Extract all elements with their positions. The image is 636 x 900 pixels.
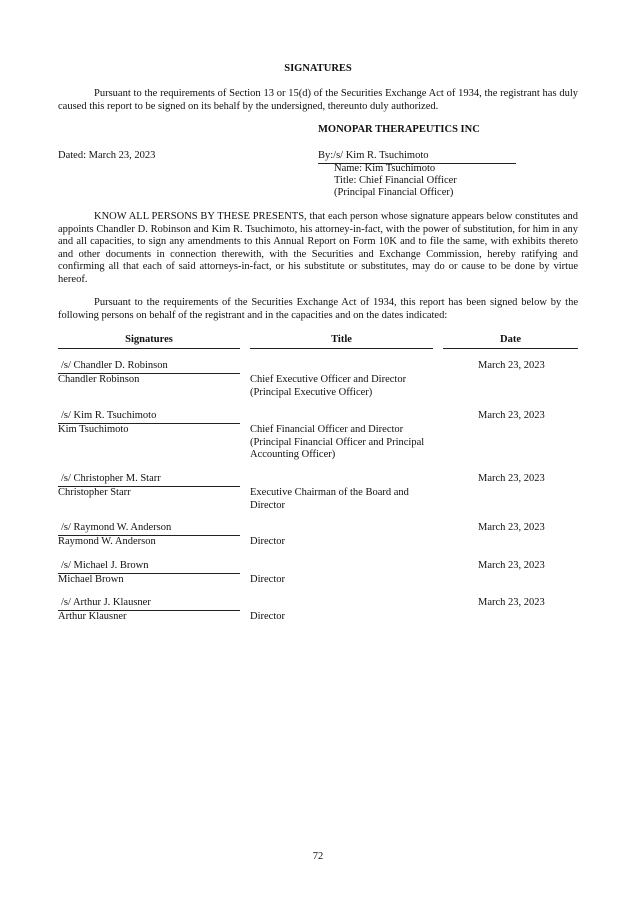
signature-date: March 23, 2023	[478, 560, 545, 571]
by-signature-line: By:/s/ Kim R. Tsuchimoto	[318, 150, 516, 164]
signature-date: March 23, 2023	[478, 473, 545, 484]
signer-capacity: Director	[250, 574, 285, 585]
signature-line: /s/ Chandler D. Robinson	[58, 360, 240, 374]
signatures-heading: SIGNATURES	[284, 63, 352, 74]
signature-line: /s/ Raymond W. Anderson	[58, 522, 240, 536]
dated-line: Dated: March 23, 2023	[58, 150, 156, 161]
signer-title: Title: Chief Financial Officer	[334, 175, 457, 186]
column-header-date: Date	[443, 334, 578, 349]
intro-paragraph: Pursuant to the requirements of Section 13 or 15(d) of the Securities Exchange Act of 1934, the registrant has duly caused this report to be signed on its behalf by the undersigned, thereunto duly authorized.	[58, 88, 578, 112]
signer-printed-name: Michael Brown	[58, 574, 124, 585]
column-header-signatures: Signatures	[58, 334, 240, 349]
signature-date: March 23, 2023	[478, 410, 545, 421]
signer-role: (Principal Financial Officer)	[334, 187, 454, 198]
signature-date: March 23, 2023	[478, 597, 545, 608]
column-header-title: Title	[250, 334, 433, 349]
signer-printed-name: Kim Tsuchimoto	[58, 424, 129, 435]
signature-line: /s/ Kim R. Tsuchimoto	[58, 410, 240, 424]
signer-capacity: Director	[250, 536, 285, 547]
pursuant-paragraph: Pursuant to the requirements of the Securities Exchange Act of 1934, this report has been signed below by the following persons on behalf of the registrant and in the capacities and on the dates indicated:	[58, 297, 578, 321]
signature-date: March 23, 2023	[478, 360, 545, 371]
signer-capacity: Chief Financial Officer and Director (Principal Financial Officer and Principal Accounting Officer)	[250, 424, 425, 460]
power-of-attorney-paragraph: KNOW ALL PERSONS BY THESE PRESENTS, that each person whose signature appears below constitutes and appoints Chandler D. Robinson and Kim R. Tsuchimoto, his attorney-in-fact, with the power of substitution, for him in any and all capacities, to sign any amendments to this Annual Report on Form 10K and to file the same, with exhibits thereto and other documents in connection therewith, with the Securities and Exchange Commission, hereby ratifying and confirming all that each of said attorneys-in-fact, or his substitute or substitutes, may do or cause to be done by virtue hereof.	[58, 211, 578, 285]
signer-name: Name: Kim Tsuchimoto	[334, 163, 436, 174]
signer-printed-name: Raymond W. Anderson	[58, 536, 156, 547]
signer-printed-name: Christopher Starr	[58, 487, 131, 498]
signer-capacity: Chief Executive Officer and Director (Principal Executive Officer)	[250, 374, 407, 398]
signer-capacity: Director	[250, 611, 285, 622]
signer-capacity: Executive Chairman of the Board and Director	[250, 487, 409, 511]
page-number: 72	[312, 851, 324, 862]
company-name: MONOPAR THERAPEUTICS INC	[318, 124, 480, 135]
signer-printed-name: Chandler Robinson	[58, 374, 140, 385]
signer-printed-name: Arthur Klausner	[58, 611, 127, 622]
signature-line: /s/ Christopher M. Starr	[58, 473, 240, 487]
signature-date: March 23, 2023	[478, 522, 545, 533]
signature-line: /s/ Michael J. Brown	[58, 560, 240, 574]
signature-line: /s/ Arthur J. Klausner	[58, 597, 240, 611]
